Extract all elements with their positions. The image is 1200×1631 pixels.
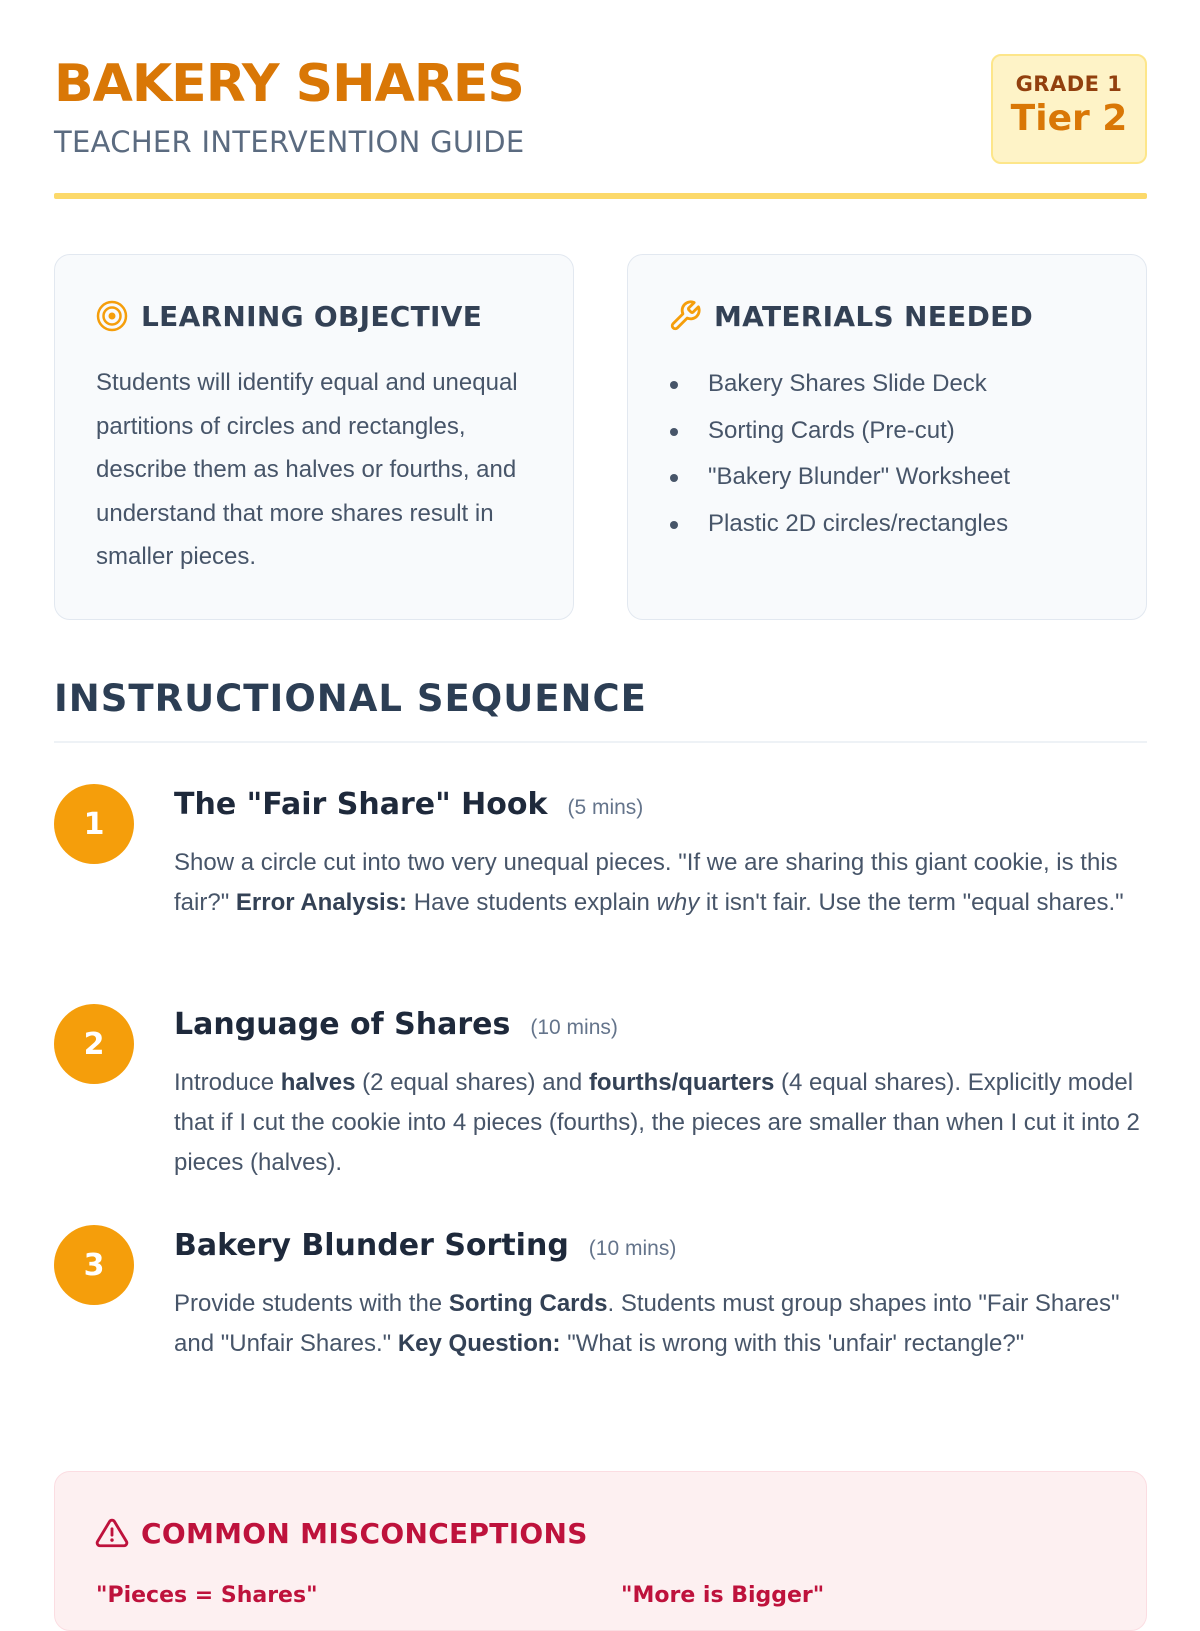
- materials-item: [670, 408, 1010, 455]
- bullet-icon: [670, 381, 678, 389]
- step-text: Provide students with the: [174, 1290, 449, 1317]
- materials-item-label: Sorting Cards (Pre-cut): [708, 416, 955, 444]
- step-title: The "Fair Share" Hook: [174, 787, 548, 822]
- materials-item-label: "Bakery Blunder" Worksheet: [708, 463, 1011, 490]
- materials-item: [670, 454, 1010, 501]
- bullet-icon: [670, 474, 678, 482]
- materials-card: [627, 254, 1147, 620]
- step-text: Have students explain: [407, 889, 657, 916]
- step-description: [174, 1063, 1149, 1183]
- section-divider: [54, 741, 1147, 743]
- misconceptions-header: [95, 1516, 588, 1550]
- instructional-sequence-heading: INSTRUCTIONAL SEQUENCE: [54, 677, 647, 720]
- step-emphasis: Sorting Cards: [448, 1290, 608, 1317]
- materials-list: [670, 361, 1010, 547]
- step-header: [174, 1007, 618, 1042]
- materials-item: [670, 501, 1010, 548]
- page-title: BAKERY SHARES: [54, 54, 524, 114]
- bullet-icon: [670, 521, 678, 529]
- step-number-badge: 3: [54, 1225, 134, 1305]
- step-emphasis: fourths/quarters: [588, 1069, 775, 1096]
- step-title: Bakery Blunder Sorting: [174, 1228, 569, 1263]
- target-icon: [95, 299, 129, 333]
- materials-title: MATERIALS NEEDED: [714, 299, 1034, 333]
- step-emphasis: Error Analysis:: [235, 889, 408, 916]
- step-number-badge: 2: [54, 1004, 134, 1084]
- step-number-badge: 1: [54, 784, 134, 864]
- misconception-item: "More is Bigger": [621, 1583, 825, 1608]
- step-duration: (5 mins): [567, 796, 644, 819]
- learning-objective-text: Students will identify equal and unequal partitions of circles and rectangles, describe them as halves or fourths, and understand that more shares result in smaller pieces.: [96, 369, 518, 570]
- step-italic: why: [656, 889, 700, 916]
- page-subtitle: TEACHER INTERVENTION GUIDE: [54, 125, 525, 159]
- materials-item-label: Bakery Shares Slide Deck: [708, 370, 987, 397]
- learning-objective-card: [54, 254, 574, 620]
- bullet-icon: [670, 428, 678, 436]
- step-description: [174, 1284, 1149, 1364]
- learning-objective-header: [95, 299, 482, 333]
- step-text: . Students must group shapes into "Fair Shares" and "Unfair Shares.": [174, 1290, 1120, 1357]
- grade-label: GRADE 1: [1015, 72, 1123, 96]
- step-text: it isn't fair. Use the term "equal shares.": [699, 889, 1124, 916]
- header-divider: [54, 193, 1147, 199]
- misconceptions-title: COMMON MISCONCEPTIONS: [141, 1516, 588, 1550]
- misconception-item: "Pieces = Shares": [96, 1583, 318, 1608]
- materials-item-label: Plastic 2D circles/rectangles: [708, 509, 1009, 537]
- tier-label: Tier 2: [1010, 98, 1128, 139]
- step-description: [174, 843, 1149, 923]
- step-header: [174, 787, 643, 822]
- wrench-icon: [668, 299, 702, 333]
- learning-objective-title: LEARNING OBJECTIVE: [141, 299, 483, 333]
- step-text: Show a circle cut into two very unequal pieces. "If we are sharing this giant cookie, is this fair?": [174, 849, 1118, 916]
- step-duration: (10 mins): [530, 1016, 618, 1039]
- step-emphasis: Key Question:: [397, 1330, 561, 1357]
- warning-icon: [95, 1516, 129, 1550]
- misconceptions-card: [54, 1471, 1147, 1631]
- step-title: Language of Shares: [174, 1007, 511, 1042]
- grade-tier-badge: [991, 54, 1147, 164]
- step-text: (4 equal shares). Explicitly model that if I cut the cookie into 4 pieces (fourths), the pieces are smaller than when I cut it into 2 pieces (halves).: [174, 1069, 1140, 1176]
- step-text: (2 equal shares) and: [355, 1069, 589, 1096]
- materials-header: [668, 299, 1033, 333]
- step-emphasis: halves: [280, 1069, 356, 1096]
- step-text: "What is wrong with this 'unfair' rectangle?": [560, 1330, 1025, 1357]
- step-header: [174, 1228, 676, 1263]
- step-text: Introduce: [174, 1069, 281, 1096]
- materials-item: [670, 361, 1010, 408]
- step-duration: (10 mins): [588, 1237, 677, 1260]
